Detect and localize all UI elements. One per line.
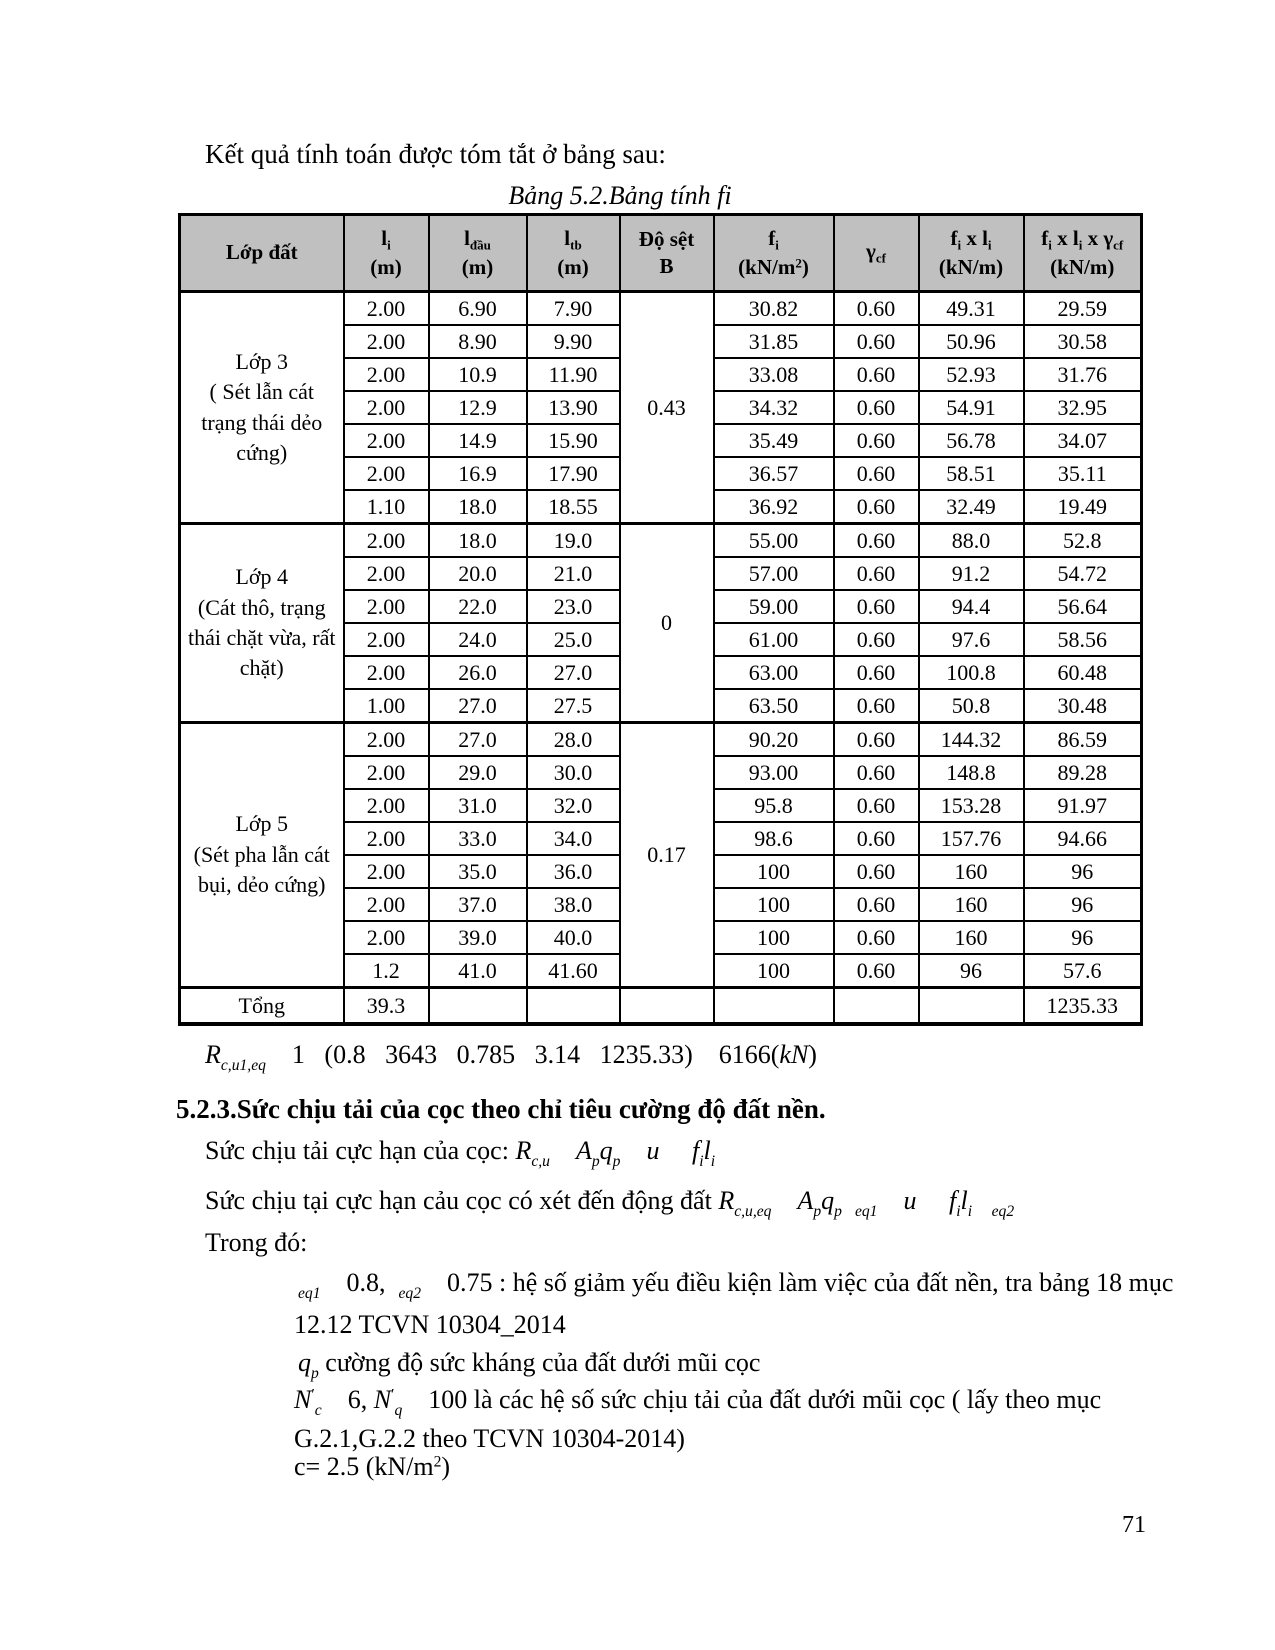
table-cell: 63.00 (714, 656, 834, 689)
table-cell: 13.90 (527, 391, 620, 424)
table-cell: 0.60 (834, 391, 919, 424)
table-cell: 60.48 (1024, 656, 1142, 689)
fi-table-body (180, 292, 1142, 1025)
table-cell: 94.66 (1024, 822, 1142, 855)
table-cell: 0.60 (834, 590, 919, 623)
table-cell: 2.00 (344, 623, 429, 656)
column-header-5: Độ sệt B (620, 215, 714, 292)
table-row (180, 524, 1142, 558)
table-cell: 24.0 (429, 623, 527, 656)
page-number: 71 (1122, 1512, 1146, 1538)
table-cell: 2.00 (344, 424, 429, 457)
table-cell: 32.95 (1024, 391, 1142, 424)
table-cell: 30.82 (714, 292, 834, 326)
table-cell: 34.07 (1024, 424, 1142, 457)
table-cell: 34.32 (714, 391, 834, 424)
c-value-line: c= 2.5 $(kN/m^2)$ (294, 1452, 451, 1481)
table-cell: 16.9 (429, 457, 527, 490)
table-cell: 96 (1024, 888, 1142, 921)
table-cell: 95.8 (714, 789, 834, 822)
table-cell (714, 988, 834, 1025)
table-cell: 2.00 (344, 524, 429, 558)
table-cell: 58.51 (919, 457, 1024, 490)
table-cell: 34.0 (527, 822, 620, 855)
ultimate-capacity-line: Sức chịu tải cực hạn của cọc: $R_{c,u}$ $A_pq_p$ u $f_il_i$ (205, 1136, 716, 1171)
table-cell: 29.59 (1024, 292, 1142, 326)
do-set-b-cell: 0.17 (620, 723, 714, 988)
table-cell: 0.60 (834, 921, 919, 954)
table-cell (620, 988, 714, 1025)
table-cell: 27.0 (429, 689, 527, 723)
table-cell: 49.31 (919, 292, 1024, 326)
table-cell: 1.00 (344, 689, 429, 723)
table-cell: 19.0 (527, 524, 620, 558)
table-cell: 2.00 (344, 855, 429, 888)
do-set-b-cell: 0 (620, 524, 714, 723)
table-cell: 11.90 (527, 358, 620, 391)
table-cell (429, 988, 527, 1025)
table-cell: 144.32 (919, 723, 1024, 757)
table-cell: 96 (1024, 855, 1142, 888)
table-cell: 31.85 (714, 325, 834, 358)
table-cell: 0.60 (834, 756, 919, 789)
table-cell: 2.00 (344, 888, 429, 921)
table-cell: 100 (714, 888, 834, 921)
table-cell: 33.0 (429, 822, 527, 855)
table-cell: 14.9 (429, 424, 527, 457)
table-cell: 89.28 (1024, 756, 1142, 789)
table-cell: 56.64 (1024, 590, 1142, 623)
table-cell: 38.0 (527, 888, 620, 921)
table-cell: 32.0 (527, 789, 620, 822)
table-cell: 100 (714, 855, 834, 888)
table-cell: 9.90 (527, 325, 620, 358)
table-cell: 31.0 (429, 789, 527, 822)
table-cell: 52.8 (1024, 524, 1142, 558)
table-cell: 96 (919, 954, 1024, 988)
table-cell: 0.60 (834, 524, 919, 558)
table-cell: 18.0 (429, 490, 527, 524)
table-cell: 41.60 (527, 954, 620, 988)
table-cell: 50.8 (919, 689, 1024, 723)
table-cell: 55.00 (714, 524, 834, 558)
soil-layer-label: Lớp 3 ( Sét lẫn cát trạng thái dẻo cứng) (180, 292, 344, 524)
table-cell: 52.93 (919, 358, 1024, 391)
table-cell: 30.0 (527, 756, 620, 789)
table-cell: 15.90 (527, 424, 620, 457)
table-cell: 0.60 (834, 954, 919, 988)
table-cell: 160 (919, 921, 1024, 954)
table-cell: 148.8 (919, 756, 1024, 789)
table-cell: 58.56 (1024, 623, 1142, 656)
table-cell: 2.00 (344, 822, 429, 855)
g-ref-line: G.2.1,G.2.2 theo TCVN 10304-2014) (294, 1424, 685, 1453)
table-cell: 2.00 (344, 656, 429, 689)
table-cell: 50.96 (919, 325, 1024, 358)
section-heading: 5.2.3.Sức chịu tải của cọc theo chỉ tiêu cường độ đất nền. (176, 1094, 826, 1124)
table-cell: 59.00 (714, 590, 834, 623)
table-cell: 18.55 (527, 490, 620, 524)
table-cell: 41.0 (429, 954, 527, 988)
table-cell: 36.92 (714, 490, 834, 524)
table-cell: 98.6 (714, 822, 834, 855)
gamma-note-line: $_{eq1}$ 0.8, $_{eq2}$ 0.75 : hệ số giảm yếu điều kiện làm việc của đất nền, tra bảng 18 mục (298, 1268, 1174, 1303)
column-header-7: $\gamma_{cf}$ (834, 215, 919, 292)
total-row (180, 988, 1142, 1025)
table-cell: 35.11 (1024, 457, 1142, 490)
table-cell: 29.0 (429, 756, 527, 789)
table-cell (527, 988, 620, 1025)
table-cell: 0.60 (834, 424, 919, 457)
column-header-1: Lớp đất (180, 215, 344, 292)
table-cell: 21.0 (527, 557, 620, 590)
table-cell: 1235.33 (1024, 988, 1142, 1025)
table-cell: 26.0 (429, 656, 527, 689)
table-cell: 39.3 (344, 988, 429, 1025)
table-cell: 91.97 (1024, 789, 1142, 822)
table-cell: 32.49 (919, 490, 1024, 524)
table-cell: 0.60 (834, 789, 919, 822)
table-cell: 0.60 (834, 325, 919, 358)
table-cell: Tổng (180, 988, 344, 1025)
table-cell: 2.00 (344, 590, 429, 623)
table-cell: 6.90 (429, 292, 527, 326)
table-cell: 160 (919, 888, 1024, 921)
table-cell: 0.60 (834, 656, 919, 689)
table-cell (834, 988, 919, 1025)
column-header-2: $l_i$ (m) (344, 215, 429, 292)
soil-layer-label: Lớp 4 (Cát thô, trạng thái chặt vừa, rất chặt) (180, 524, 344, 723)
table-row (180, 292, 1142, 326)
table-cell: 57.00 (714, 557, 834, 590)
table-cell: 8.90 (429, 325, 527, 358)
table-cell: 18.0 (429, 524, 527, 558)
table-cell: 20.0 (429, 557, 527, 590)
table-cell: 31.76 (1024, 358, 1142, 391)
table-cell: 7.90 (527, 292, 620, 326)
table-cell: 36.57 (714, 457, 834, 490)
table-cell: 2.00 (344, 292, 429, 326)
column-header-6: $f_i$ $(kN/m^2)$ (714, 215, 834, 292)
column-header-4: $l_{tb}$ (m) (527, 215, 620, 292)
table-cell: 23.0 (527, 590, 620, 623)
table-cell: 56.78 (919, 424, 1024, 457)
table-cell: 35.0 (429, 855, 527, 888)
table-cell: 22.0 (429, 590, 527, 623)
table-cell: 94.4 (919, 590, 1024, 623)
table-cell: 17.90 (527, 457, 620, 490)
table-cell: 39.0 (429, 921, 527, 954)
table-cell: 0.60 (834, 623, 919, 656)
table-cell: 28.0 (527, 723, 620, 757)
table-cell: 40.0 (527, 921, 620, 954)
table-cell: 0.60 (834, 689, 919, 723)
header-row (180, 215, 1142, 292)
nc-note-line: $N'_c$ 6, $N'_q$ 100 là các hệ số sức chịu tải của đất dưới mũi cọc ( lấy theo mục (294, 1385, 1102, 1420)
table-cell: 100.8 (919, 656, 1024, 689)
table-cell: 90.20 (714, 723, 834, 757)
table-cell: 30.48 (1024, 689, 1142, 723)
table-cell: 27.0 (429, 723, 527, 757)
table-cell: 91.2 (919, 557, 1024, 590)
table-cell: 54.72 (1024, 557, 1142, 590)
table-caption: Bảng 5.2.Bảng tính fi (508, 181, 732, 210)
table-cell: 88.0 (919, 524, 1024, 558)
table-cell: 0.60 (834, 855, 919, 888)
table-cell: 100 (714, 921, 834, 954)
result-formula: $R_{c,u1,eq}$ 1 (0.8 3643 0.785 3.14 1235.33) 6166(kN) (205, 1040, 817, 1075)
table-cell: 0.60 (834, 358, 919, 391)
trong-do-line: Trong đó: (205, 1228, 308, 1257)
table-cell: 35.49 (714, 424, 834, 457)
table-cell: 2.00 (344, 723, 429, 757)
table-cell: 2.00 (344, 358, 429, 391)
table-cell: 1.2 (344, 954, 429, 988)
table-cell: 0.60 (834, 822, 919, 855)
table-cell: 63.50 (714, 689, 834, 723)
table-cell: 2.00 (344, 921, 429, 954)
table-cell: 54.91 (919, 391, 1024, 424)
column-header-3: $l_{đầu}$ (m) (429, 215, 527, 292)
table-cell: 153.28 (919, 789, 1024, 822)
table-cell: 12.9 (429, 391, 527, 424)
table-cell: 1.10 (344, 490, 429, 524)
qp-note-line: $q_p$ cường độ sức kháng của đất dưới mũi cọc (298, 1348, 761, 1383)
fi-table-head (180, 215, 1142, 292)
table-cell: 93.00 (714, 756, 834, 789)
table-cell (919, 988, 1024, 1025)
intro-text: Kết quả tính toán được tóm tắt ở bảng sau: (205, 139, 666, 169)
seismic-capacity-line: Sức chịu tại cực hạn cảu cọc có xét đến động đất $R_{c,u,eq}$ $A_pq_p$ $_{eq1}$ u $f_il_i$ $_{eq2}$ (205, 1186, 1015, 1221)
do-set-b-cell: 0.43 (620, 292, 714, 524)
column-header-8: $f_i$ x $l_i$ (kN/m) (919, 215, 1024, 292)
table-cell: 0.60 (834, 490, 919, 524)
table-cell: 0.60 (834, 557, 919, 590)
soil-layer-label: Lớp 5 (Sét pha lẫn cát bụi, dẻo cứng) (180, 723, 344, 988)
table-cell: 2.00 (344, 557, 429, 590)
table-cell: 0.60 (834, 292, 919, 326)
fi-table (178, 213, 1143, 1026)
table-row (180, 723, 1142, 757)
table-cell: 0.60 (834, 723, 919, 757)
table-cell: 160 (919, 855, 1024, 888)
table-cell: 0.60 (834, 888, 919, 921)
tcvn-ref-line: 12.12 TCVN 10304_2014 (294, 1310, 566, 1339)
table-cell: 19.49 (1024, 490, 1142, 524)
table-cell: 33.08 (714, 358, 834, 391)
table-cell: 0.60 (834, 457, 919, 490)
table-cell: 37.0 (429, 888, 527, 921)
table-cell: 27.5 (527, 689, 620, 723)
table-cell: 25.0 (527, 623, 620, 656)
table-cell: 157.76 (919, 822, 1024, 855)
table-cell: 96 (1024, 921, 1142, 954)
table-cell: 61.00 (714, 623, 834, 656)
table-cell: 2.00 (344, 391, 429, 424)
table-cell: 100 (714, 954, 834, 988)
table-cell: 36.0 (527, 855, 620, 888)
table-cell: 97.6 (919, 623, 1024, 656)
table-cell: 10.9 (429, 358, 527, 391)
table-cell: 57.6 (1024, 954, 1142, 988)
table-cell: 2.00 (344, 756, 429, 789)
table-cell: 2.00 (344, 457, 429, 490)
table-cell: 86.59 (1024, 723, 1142, 757)
table-cell: 2.00 (344, 789, 429, 822)
column-header-9: $f_i$ x $l_i$ x $\gamma_{cf}$ (kN/m) (1024, 215, 1142, 292)
table-cell: 2.00 (344, 325, 429, 358)
table-cell: 30.58 (1024, 325, 1142, 358)
table-cell: 27.0 (527, 656, 620, 689)
